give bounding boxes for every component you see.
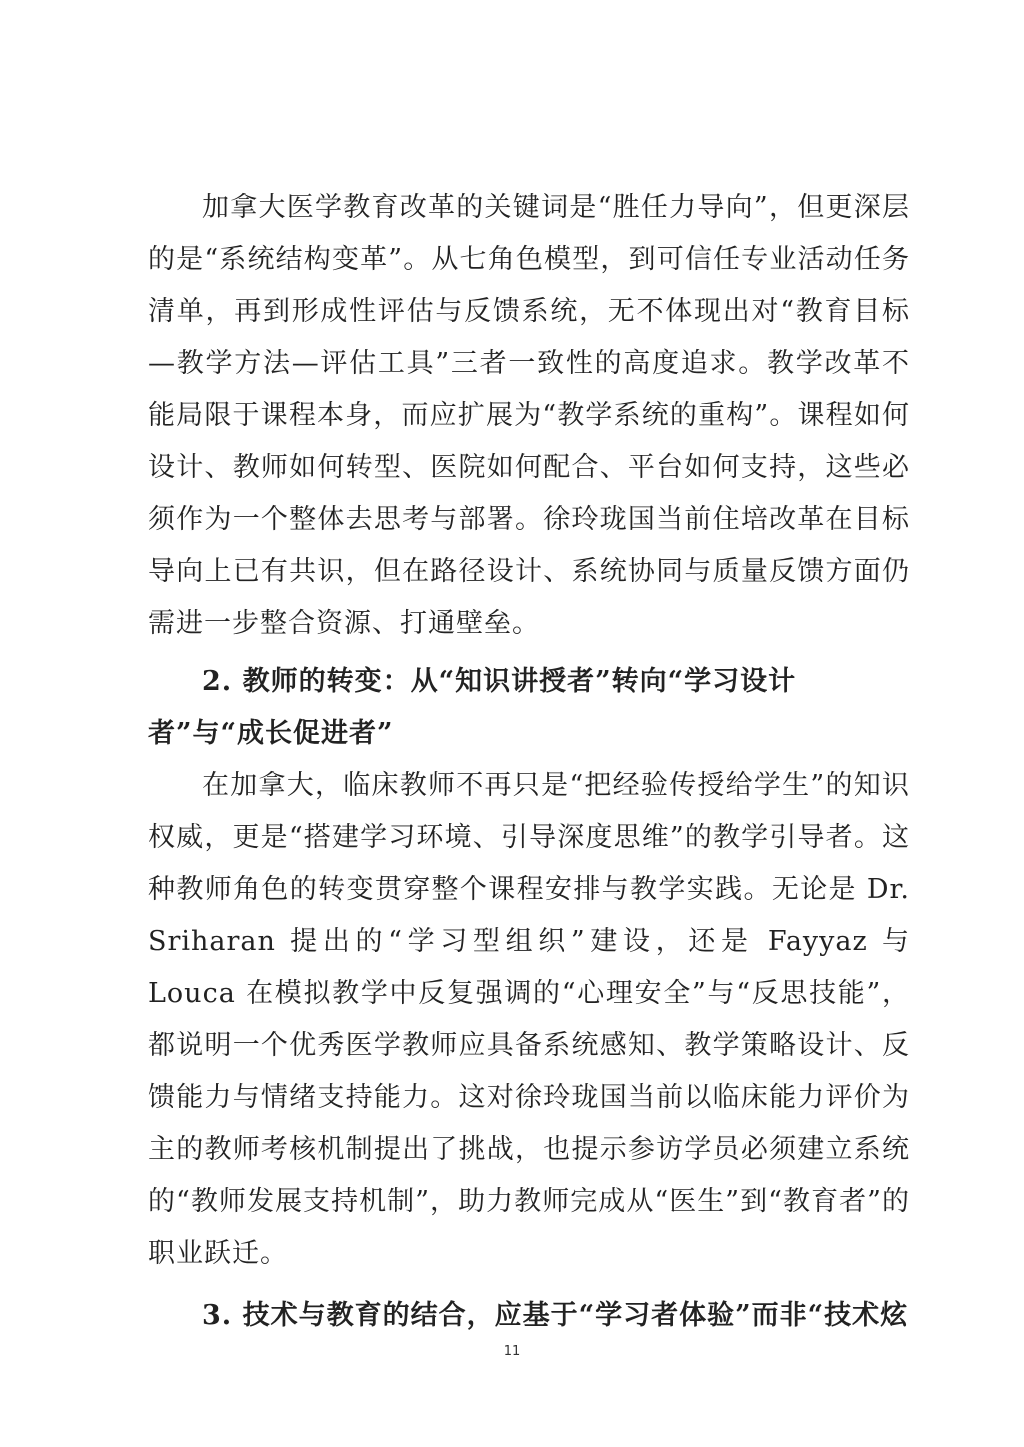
paragraph-system-reform: 加拿大医学教育改革的关键词是“胜任力导向”，但更深层的是“系统结构变革”。从七角色模型，到可信任专业活动任务清单，再到形成性评估与反馈系统，无不体现出对“教育目标—教学方法—评估工具”三者一致性的高度追求。教学改革不能局限于课程本身，而应扩展为“教学系统的重构”。课程如何设计、教师如何转型、医院如何配合、平台如何支持，这些必须作为一个整体去思考与部署。徐玲珑国当前住培改革在目标导向上已有共识，但在路径设计、系统协同与质量反馈方面仍需进一步整合资源、打通壁垒。: [148, 192, 910, 639]
document-body: [148, 182, 910, 1342]
section-heading-technology-education: 3. 技术与教育的结合，应基于“学习者体验”而非“技术炫: [202, 1300, 909, 1331]
paragraph-teacher-role: 在加拿大，临床教师不再只是“把经验传授给学生”的知识权威，更是“搭建学习环境、引导深度思维”的教学引导者。这种教师角色的转变贯穿整个课程安排与教学实践。无论是 Dr. Sriharan 提出的“学习型组织”建设，还是 Fayyaz 与 Louca 在模拟教学中反复强调的“心理安全”与“反思技能”，都说明一个优秀医学教师应具备系统感知、教学策略设计、反馈能力与情绪支持能力。这对徐玲珑国当前以临床能力评价为主的教师考核机制提出了挑战，也提示参访学员必须建立系统的“教师发展支持机制”，助力教师完成从“医生”到“教育者”的职业跃迁。: [148, 770, 910, 1269]
page-number: 11: [503, 1344, 521, 1359]
section-heading-teacher-transformation: 2. 教师的转变：从“知识讲授者”转向“学习设计者”与“成长促进者”: [148, 666, 797, 749]
